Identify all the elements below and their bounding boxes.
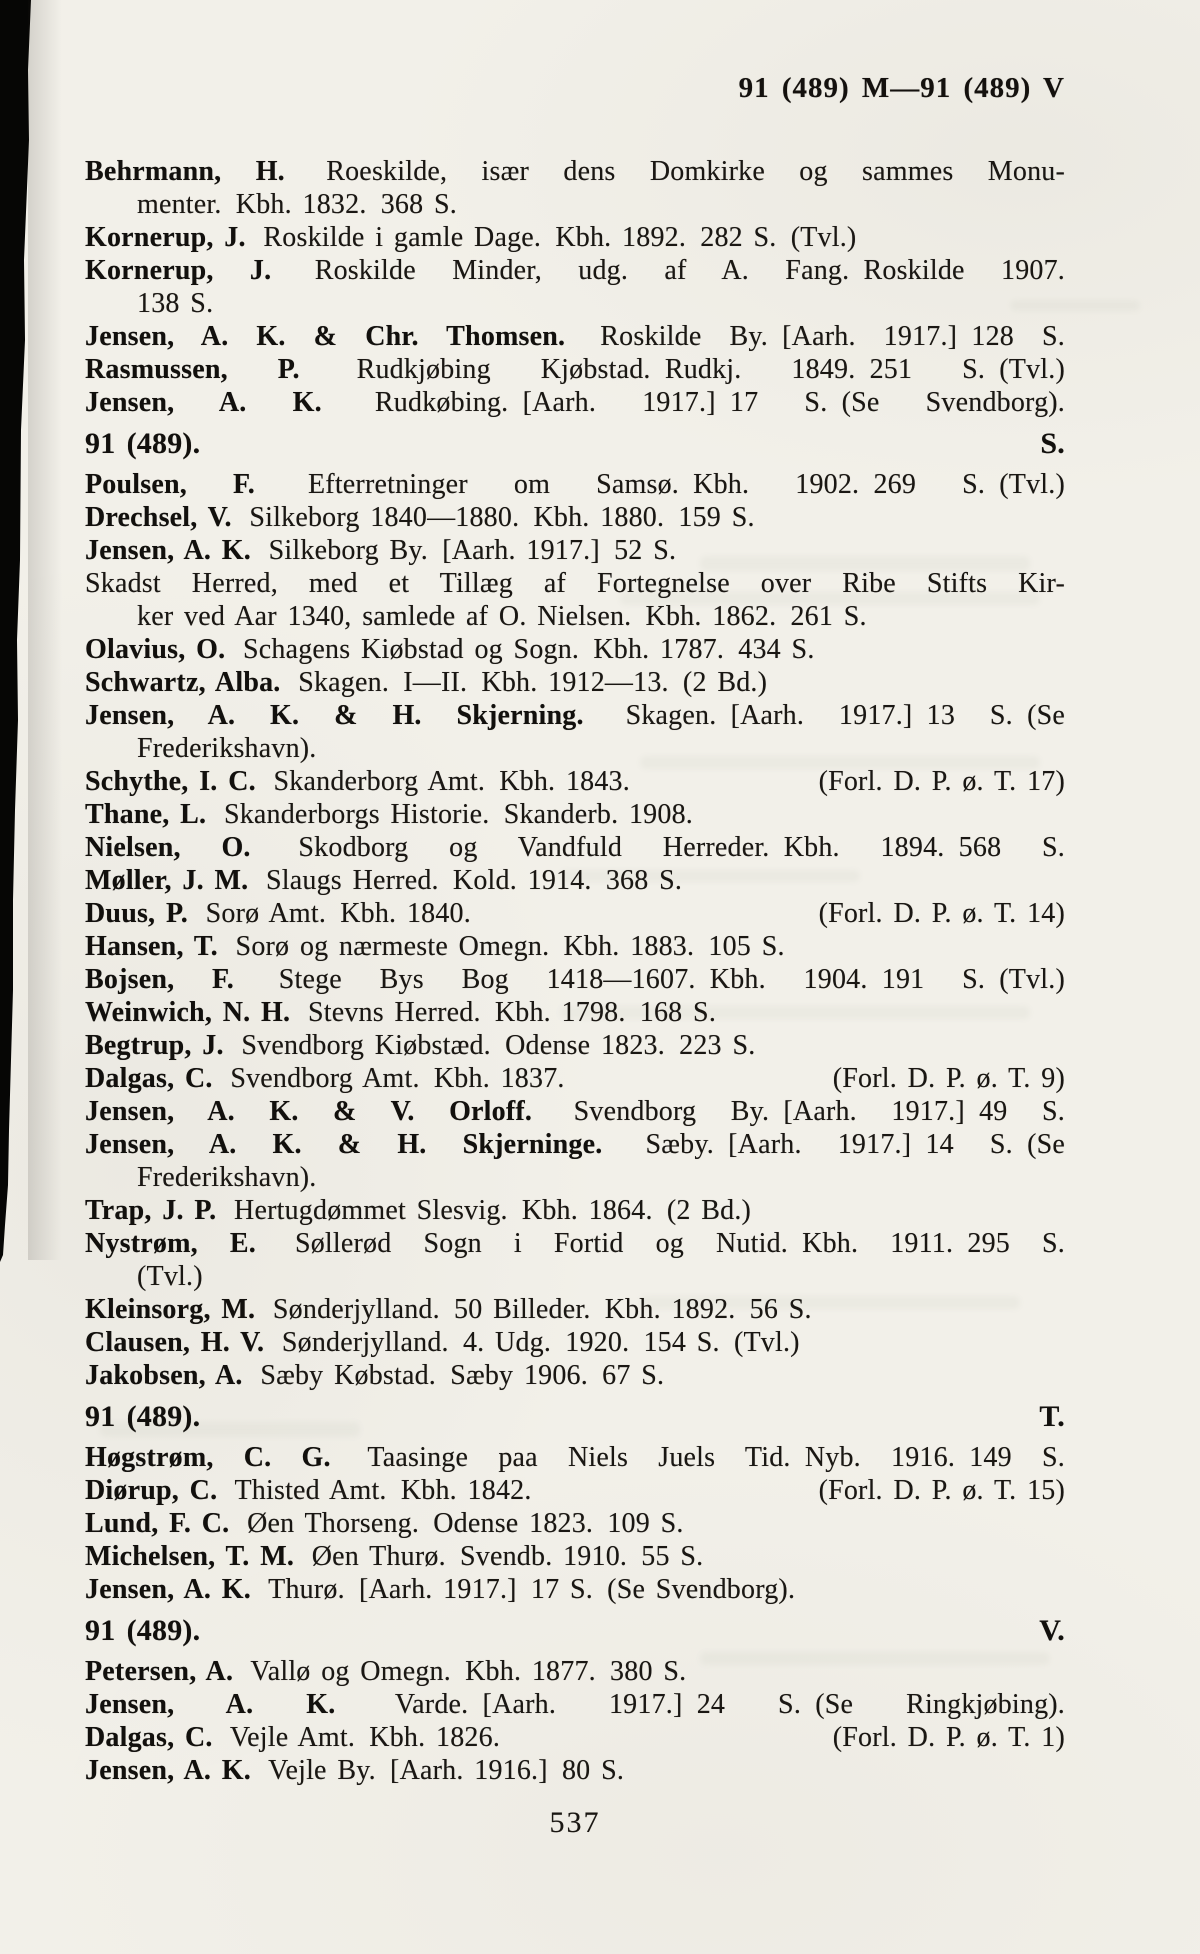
section-heading xyxy=(85,1400,1065,1433)
entry-text: Skadst Herred, med et Tillæg af Fortegnelse over Ribe Stifts Kir- xyxy=(85,568,1065,599)
entry-text: Roeskilde, især dens Domkirke og sammes Monu- xyxy=(326,156,1065,187)
bibliography-entry xyxy=(85,468,1065,501)
entry-author: Høgstrøm, C. G. xyxy=(85,1442,331,1473)
bibliography-entry xyxy=(85,155,1065,188)
entry-author: Petersen, A. xyxy=(85,1656,234,1687)
bibliography-entry xyxy=(85,320,1065,353)
entry-text: Thurø. [Aarh. 1917.] 17 S. (Se Svendborg). xyxy=(268,1574,796,1605)
entry-text: Vejle Amt. Kbh. 1826. xyxy=(229,1722,501,1753)
entry-main xyxy=(85,765,630,798)
entry-text: Skagen. I—II. Kbh. 1912—13. (2 Bd.) xyxy=(298,667,768,698)
entry-author: Jensen, A. K. & H. Skjerning. xyxy=(85,700,584,731)
section-number: 91 (489). xyxy=(85,1614,201,1647)
bibliography-entry xyxy=(85,1688,1065,1721)
bibliography-entry xyxy=(85,1721,1065,1754)
entry-author: Kornerup, J. xyxy=(85,255,272,286)
entry-author: Schythe, I. C. xyxy=(85,766,256,797)
section-number: 91 (489). xyxy=(85,1400,201,1433)
entry-author: Behrmann, H. xyxy=(85,156,285,187)
entry-author: Trap, J. P. xyxy=(85,1195,217,1226)
entry-text: Sønderjylland. 50 Billeder. Kbh. 1892. 56 S. xyxy=(272,1294,812,1325)
bibliography-entry xyxy=(85,1128,1065,1161)
entry-continuation xyxy=(85,600,1065,633)
bibliography-entry xyxy=(85,666,1065,699)
entry-author: Jensen, A. K. xyxy=(85,1574,251,1605)
entry-author: Lund, F. C. xyxy=(85,1508,230,1539)
entry-author: Jensen, A. K. & V. Orloff. xyxy=(85,1096,533,1127)
bibliography-list xyxy=(85,155,1065,1787)
entry-author: Dalgas, C. xyxy=(85,1722,213,1753)
entry-author: Michelsen, T. M. xyxy=(85,1541,295,1572)
entry-author: Bojsen, F. xyxy=(85,964,234,995)
entry-author: Nystrøm, E. xyxy=(85,1228,256,1259)
entry-text: menter. Kbh. 1832. 368 S. xyxy=(137,189,457,220)
bibliography-entry xyxy=(85,963,1065,996)
section-heading xyxy=(85,1614,1065,1647)
section-letter: S. xyxy=(1040,427,1065,460)
entry-text: Schagens Kiøbstad og Sogn. Kbh. 1787. 434 S. xyxy=(243,634,815,665)
entry-text: Thisted Amt. Kbh. 1842. xyxy=(234,1475,532,1506)
entry-author: Dalgas, C. xyxy=(85,1063,213,1094)
entry-text: Sorø Amt. Kbh. 1840. xyxy=(205,898,471,929)
entry-main xyxy=(85,897,471,930)
entry-author: Jensen, A. K. & H. Skjerninge. xyxy=(85,1129,603,1160)
bibliography-entry xyxy=(85,1095,1065,1128)
entry-text: Svendborg By. [Aarh. 1917.] 49 S. xyxy=(573,1096,1065,1127)
entry-text: Søllerød Sogn i Fortid og Nutid. Kbh. 1911. 295 S. xyxy=(294,1228,1065,1259)
running-header: 91 (489) M—91 (489) V xyxy=(738,72,1065,104)
bibliography-entry xyxy=(85,1293,1065,1326)
entry-author: Rasmussen, P. xyxy=(85,354,300,385)
bibliography-entry xyxy=(85,1573,1065,1606)
bibliography-entry xyxy=(85,1655,1065,1688)
entry-text: Taasinge paa Niels Juels Tid. Nyb. 1916. 149 S. xyxy=(367,1442,1065,1473)
entry-author: Olavius, O. xyxy=(85,634,226,665)
entry-author: Jensen, A. K. xyxy=(85,1689,336,1720)
entry-series-ref: (Forl. D. P. ø. T. 9) xyxy=(832,1063,1065,1094)
entry-text: Slaugs Herred. Kold. 1914. 368 S. xyxy=(266,865,683,896)
bibliography-entry xyxy=(85,534,1065,567)
entry-text: Øen Thorseng. Odense 1823. 109 S. xyxy=(247,1508,684,1539)
bibliography-entry xyxy=(85,864,1065,897)
entry-text: Skanderborgs Historie. Skanderb. 1908. xyxy=(223,799,693,830)
entry-text: Silkeborg By. [Aarh. 1917.] 52 S. xyxy=(268,535,677,566)
entry-text: Rudkøbing. [Aarh. 1917.] 17 S. (Se Svendborg). xyxy=(374,387,1065,418)
bibliography-entry xyxy=(85,567,1065,600)
page-number: 537 xyxy=(549,1806,601,1839)
entry-author: Jensen, A. K. xyxy=(85,535,251,566)
entry-main xyxy=(85,1062,565,1095)
entry-author: Hansen, T. xyxy=(85,931,218,962)
bibliography-entry xyxy=(85,1474,1065,1507)
entry-text: Roskilde i gamle Dage. Kbh. 1892. 282 S. (Tvl.) xyxy=(263,222,857,253)
section-number: 91 (489). xyxy=(85,427,201,460)
entry-text: Frederikshavn). xyxy=(137,733,317,764)
entry-text: Øen Thurø. Svendb. 1910. 55 S. xyxy=(311,1541,704,1572)
entry-author: Kornerup, J. xyxy=(85,222,246,253)
entry-series-ref: (Forl. D. P. ø. T. 17) xyxy=(818,766,1065,797)
entry-text: Silkeborg 1840—1880. Kbh. 1880. 159 S. xyxy=(249,502,755,533)
entry-author: Weinwich, N. H. xyxy=(85,997,291,1028)
entry-text: Efterretninger om Samsø. Kbh. 1902. 269 S. (Tvl.) xyxy=(308,469,1065,500)
entry-text: Varde. [Aarh. 1917.] 24 S. (Se Ringkjøbing). xyxy=(394,1689,1066,1720)
entry-author: Thane, L. xyxy=(85,799,207,830)
entry-text: Svendborg Kiøbstæd. Odense 1823. 223 S. xyxy=(241,1030,756,1061)
entry-author: Begtrup, J. xyxy=(85,1030,224,1061)
entry-series-ref: (Forl. D. P. ø. T. 15) xyxy=(818,1475,1065,1506)
bibliography-entry xyxy=(85,1326,1065,1359)
entry-text: Hertugdømmet Slesvig. Kbh. 1864. (2 Bd.) xyxy=(234,1195,752,1226)
binding-shade-gradient xyxy=(28,0,62,1260)
bibliography-entry xyxy=(85,798,1065,831)
entry-text: Skagen. [Aarh. 1917.] 13 S. (Se xyxy=(625,700,1065,731)
entry-author: Duus, P. xyxy=(85,898,188,929)
bibliography-entry xyxy=(85,996,1065,1029)
entry-text: Roskilde Minder, udg. af A. Fang. Roskilde 1907. xyxy=(314,255,1066,286)
bibliography-entry xyxy=(85,386,1065,419)
entry-text: Sæby. [Aarh. 1917.] 14 S. (Se xyxy=(645,1129,1066,1160)
entry-continuation xyxy=(85,188,1065,221)
entry-author: Møller, J. M. xyxy=(85,865,249,896)
bibliography-entry xyxy=(85,1227,1065,1260)
entry-text: Roskilde By. [Aarh. 1917.] 128 S. xyxy=(600,321,1066,352)
bibliography-entry xyxy=(85,254,1065,287)
section-letter: T. xyxy=(1039,1400,1065,1433)
bibliography-entry xyxy=(85,353,1065,386)
entry-continuation xyxy=(85,287,1065,320)
entry-text: ker ved Aar 1340, samlede af O. Nielsen. Kbh. 1862. 261 S. xyxy=(137,601,867,632)
entry-text: Vallø og Omegn. Kbh. 1877. 380 S. xyxy=(250,1656,687,1687)
entry-text: Sæby Købstad. Sæby 1906. 67 S. xyxy=(260,1360,665,1391)
entry-author: Jakobsen, A. xyxy=(85,1360,243,1391)
section-letter: V. xyxy=(1039,1614,1065,1647)
entry-series-ref: (Forl. D. P. ø. T. 1) xyxy=(832,1722,1065,1753)
entry-main xyxy=(85,1474,532,1507)
entry-text: Stege Bys Bog 1418—1607. Kbh. 1904. 191 S. (Tvl.) xyxy=(278,964,1065,995)
entry-author: Jensen, A. K. xyxy=(85,1755,251,1786)
entry-text: 138 S. xyxy=(137,288,214,319)
bibliography-entry xyxy=(85,1540,1065,1573)
entry-text: Stevns Herred. Kbh. 1798. 168 S. xyxy=(307,997,717,1028)
bibliography-entry xyxy=(85,1062,1065,1095)
bibliography-entry xyxy=(85,501,1065,534)
bibliography-entry xyxy=(85,1507,1065,1540)
section-heading xyxy=(85,427,1065,460)
bibliography-entry xyxy=(85,221,1065,254)
entry-main xyxy=(85,1721,500,1754)
entry-author: Jensen, A. K. xyxy=(85,387,322,418)
entry-author: Drechsel, V. xyxy=(85,502,232,533)
bibliography-entry xyxy=(85,699,1065,732)
entry-text: Rudkjøbing Kjøbstad. Rudkj. 1849. 251 S. (Tvl.) xyxy=(356,354,1066,385)
bibliography-entry xyxy=(85,1194,1065,1227)
entry-text: Frederikshavn). xyxy=(137,1162,317,1193)
entry-text: Skodborg og Vandfuld Herreder. Kbh. 1894. 568 S. xyxy=(298,832,1065,863)
entry-author: Diørup, C. xyxy=(85,1475,218,1506)
entry-author: Nielsen, O. xyxy=(85,832,251,863)
bibliography-entry xyxy=(85,831,1065,864)
entry-text: Svendborg Amt. Kbh. 1837. xyxy=(230,1063,565,1094)
entry-author: Jensen, A. K. & Chr. Thomsen. xyxy=(85,321,566,352)
bibliography-entry xyxy=(85,1754,1065,1787)
bibliography-entry xyxy=(85,1441,1065,1474)
entry-author: Kleinsorg, M. xyxy=(85,1294,256,1325)
entry-text: Vejle By. [Aarh. 1916.] 80 S. xyxy=(268,1755,625,1786)
entry-author: Clausen, H. V. xyxy=(85,1327,265,1358)
bibliography-entry xyxy=(85,897,1065,930)
bibliography-entry xyxy=(85,930,1065,963)
entry-text: Sorø og nærmeste Omegn. Kbh. 1883. 105 S. xyxy=(235,931,785,962)
entry-author: Poulsen, F. xyxy=(85,469,255,500)
entry-continuation xyxy=(85,732,1065,765)
entry-continuation xyxy=(85,1161,1065,1194)
entry-text: (Tvl.) xyxy=(137,1261,203,1292)
bibliography-entry xyxy=(85,765,1065,798)
bibliography-entry xyxy=(85,1359,1065,1392)
entry-text: Sønderjylland. 4. Udg. 1920. 154 S. (Tvl.) xyxy=(281,1327,800,1358)
entry-text: Skanderborg Amt. Kbh. 1843. xyxy=(273,766,630,797)
entry-continuation xyxy=(85,1260,1065,1293)
entry-author: Schwartz, Alba. xyxy=(85,667,281,698)
entry-series-ref: (Forl. D. P. ø. T. 14) xyxy=(818,898,1065,929)
bibliography-entry xyxy=(85,633,1065,666)
bibliography-entry xyxy=(85,1029,1065,1062)
